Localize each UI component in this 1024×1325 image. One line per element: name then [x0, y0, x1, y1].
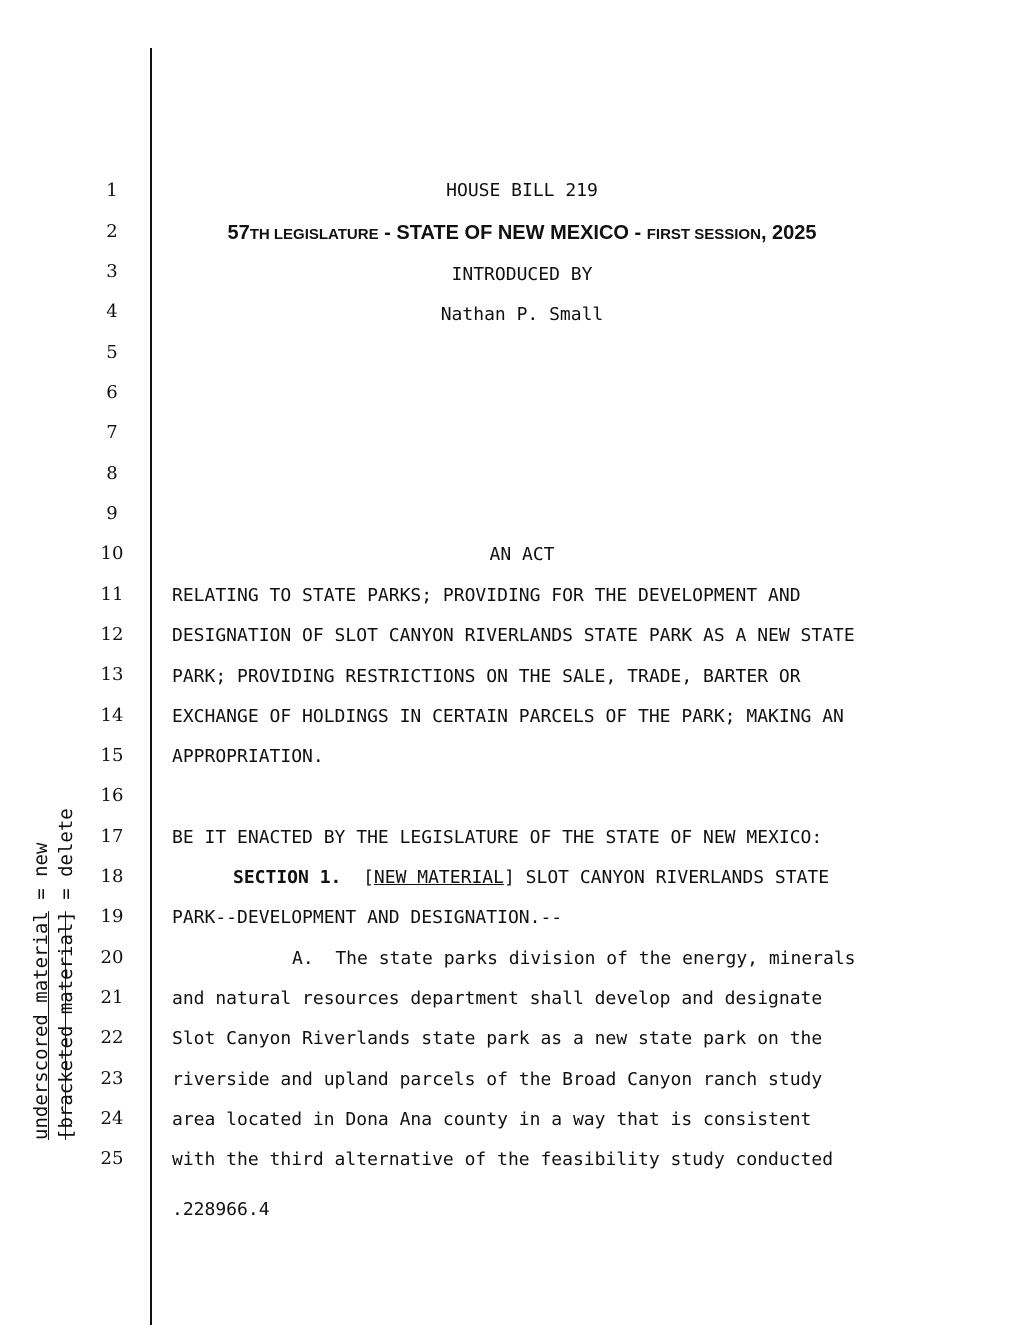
section-label: SECTION 1. — [233, 867, 342, 888]
legend-eq-delete: = delete — [55, 808, 77, 912]
introduced-by: INTRODUCED BY — [451, 264, 593, 285]
margin-rule — [150, 48, 152, 1325]
line-number: 4 — [106, 301, 118, 322]
line-number: 10 — [100, 543, 124, 564]
legend-eq-new: = new — [30, 842, 52, 912]
legend-delete — [55, 808, 77, 1140]
line-number: 23 — [100, 1068, 124, 1089]
line-number: 12 — [100, 624, 124, 645]
paragraph-line: area located in Dona Ana county in a way that is consistent — [172, 1109, 812, 1130]
line-number: 9 — [106, 503, 118, 524]
section-title: SLOT CANYON RIVERLANDS STATE — [525, 867, 830, 888]
enacting-clause: BE IT ENACTED BY THE LEGISLATURE OF THE STATE OF NEW MEXICO: — [172, 827, 823, 848]
line-number: 6 — [106, 382, 118, 403]
legend-new — [30, 843, 52, 1140]
line-number: 15 — [100, 745, 124, 766]
legend-bracketed: [bracketed material] — [55, 911, 77, 1140]
title-line: RELATING TO STATE PARKS; PROVIDING FOR THE DEVELOPMENT AND — [172, 585, 801, 606]
line-number: 18 — [100, 866, 124, 887]
bracket-open: [ — [363, 867, 374, 888]
line-number: 25 — [100, 1148, 124, 1169]
line-number: 20 — [100, 947, 124, 968]
section-title-cont: PARK--DEVELOPMENT AND DESIGNATION.-- — [172, 907, 563, 928]
legend-underscored: underscored material — [30, 911, 52, 1140]
line-number: 17 — [100, 826, 124, 847]
session-year: , 2025 — [760, 222, 817, 244]
new-material-tag: NEW MATERIAL — [373, 867, 504, 888]
line-number: 21 — [100, 987, 124, 1008]
line-number: 16 — [100, 785, 124, 806]
session-label: FIRST SESSION — [646, 226, 761, 243]
line-number: 11 — [100, 584, 124, 605]
line-number: 19 — [100, 906, 124, 927]
bill-number: HOUSE BILL 219 — [446, 180, 598, 201]
line-number: 1 — [106, 180, 118, 201]
paragraph-line: with the third alternative of the feasibility study conducted — [172, 1149, 834, 1170]
line-number: 13 — [100, 664, 124, 685]
document-code: .228966.4 — [172, 1199, 270, 1220]
line-number: 24 — [100, 1108, 124, 1129]
line-number: 22 — [100, 1027, 124, 1048]
act-heading: AN ACT — [489, 544, 555, 565]
title-line: PARK; PROVIDING RESTRICTIONS ON THE SALE, TRADE, BARTER OR — [172, 666, 801, 687]
separator: - — [628, 222, 647, 244]
section-heading — [233, 868, 829, 888]
legislature-line — [172, 221, 872, 247]
paragraph-a-first: A. The state parks division of the energy, minerals — [292, 948, 856, 969]
title-line: APPROPRIATION. — [172, 746, 324, 767]
state-name: STATE OF NEW MEXICO — [396, 222, 629, 244]
line-number: 3 — [106, 261, 118, 282]
title-line: EXCHANGE OF HOLDINGS IN CERTAIN PARCELS OF THE PARK; MAKING AN — [172, 706, 844, 727]
line-number: 5 — [106, 342, 118, 363]
line-number: 2 — [106, 221, 118, 242]
sponsor-name: Nathan P. Small — [440, 304, 604, 325]
line-number: 14 — [100, 705, 124, 726]
separator: - — [378, 222, 397, 244]
legislature-number: 57 — [227, 222, 250, 244]
bracket-close: ] — [503, 867, 515, 888]
paragraph-line: riverside and upland parcels of the Broad Canyon ranch study — [172, 1069, 823, 1090]
legislature-label: TH LEGISLATURE — [249, 226, 379, 243]
line-number: 7 — [106, 422, 118, 443]
paragraph-line: Slot Canyon Riverlands state park as a new state park on the — [172, 1028, 823, 1049]
paragraph-line: and natural resources department shall develop and designate — [172, 988, 823, 1009]
line-number: 8 — [106, 463, 118, 484]
title-line: DESIGNATION OF SLOT CANYON RIVERLANDS STATE PARK AS A NEW STATE — [172, 625, 855, 646]
